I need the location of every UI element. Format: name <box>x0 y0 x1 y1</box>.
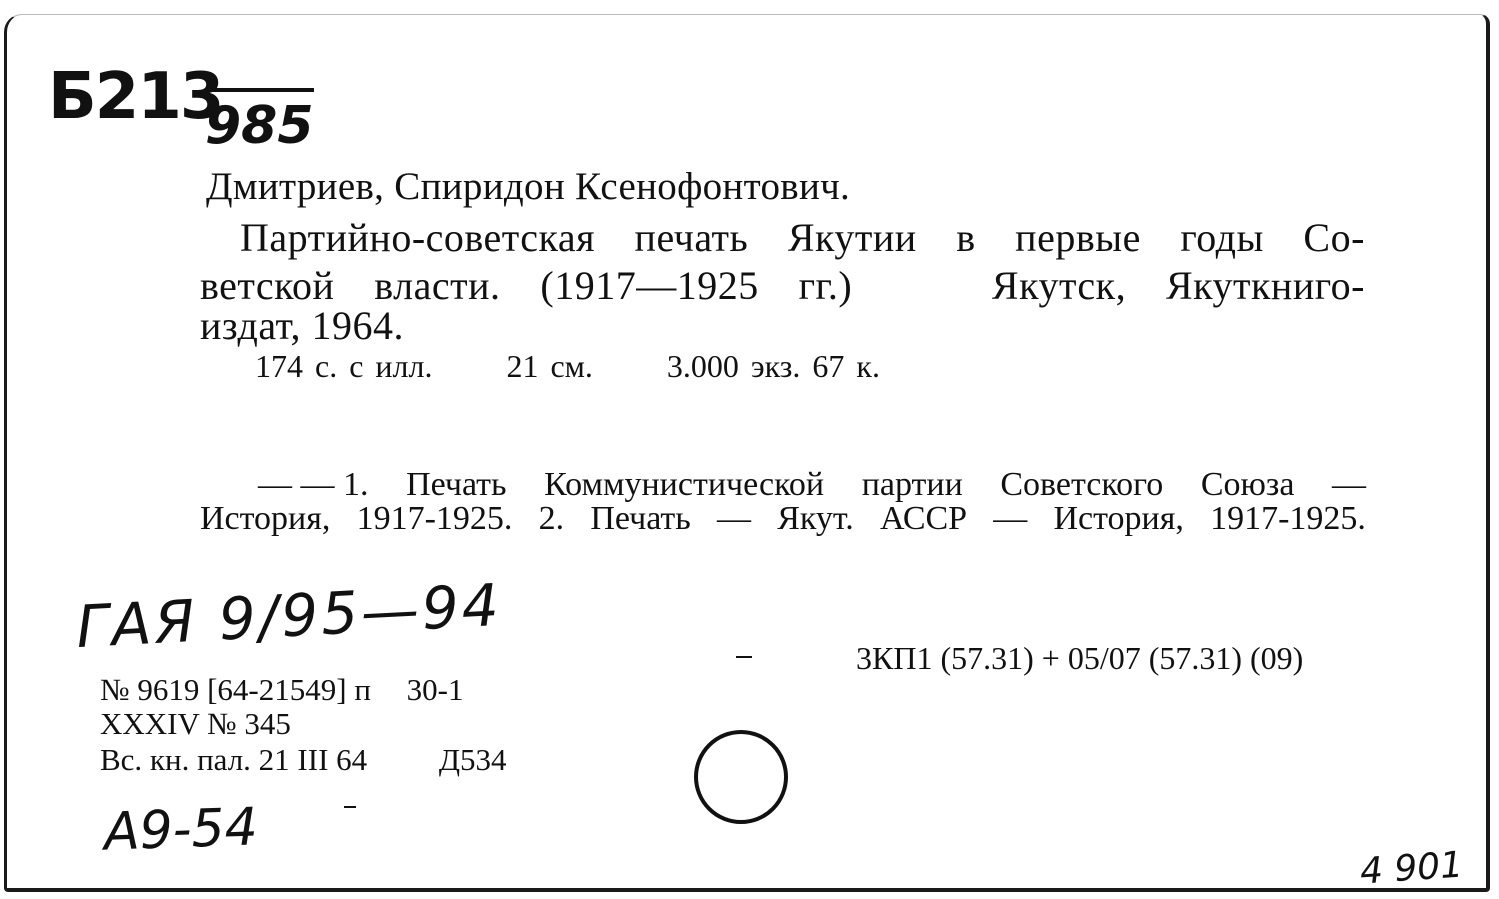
stamp-circle <box>694 730 788 824</box>
spacer <box>892 262 952 309</box>
registration-suffix: п <box>354 672 371 707</box>
title-word: ветской <box>200 263 335 308</box>
registration-code: [64-21549] <box>207 672 347 707</box>
collation-pages: 174 с. с илл. <box>255 348 433 384</box>
handwritten-bottom-code: А9-54 <box>102 797 259 863</box>
subject-word: 2. <box>538 500 565 537</box>
title-word: гг.) <box>798 263 853 308</box>
subject-word: Печать <box>590 500 691 537</box>
subject-word: АССР <box>879 500 968 537</box>
subjects-line-1 <box>258 466 1366 504</box>
handwritten-corner-number: 4 901 <box>1358 844 1465 893</box>
shelfmark-sub: 985 <box>205 88 314 156</box>
registration-line-3 <box>100 742 507 778</box>
title-line-1 <box>240 214 1365 261</box>
collation-size: 21 см. <box>506 348 593 384</box>
registration-line-1 <box>100 672 463 708</box>
subject-word: — — 1. <box>258 466 369 503</box>
subject-word: — <box>993 500 1028 537</box>
subject-word: — <box>1331 466 1366 503</box>
registration-number: № 9619 <box>100 672 200 707</box>
dash-mark <box>344 806 356 808</box>
title-line-3: издат, 1964. <box>200 303 405 348</box>
subject-word: История, <box>200 500 331 537</box>
collation-copies-price: 3.000 экз. 67 к. <box>666 348 880 384</box>
registration-source: Вс. кн. пал. 21 III 64 <box>100 742 368 777</box>
title-word: Якутск, <box>991 263 1127 308</box>
title-word: печать <box>634 215 749 260</box>
title-word: Якутии <box>787 215 917 260</box>
title-word: Партийно-советская <box>240 215 595 260</box>
registration-count: 30-1 <box>406 672 464 707</box>
subject-word: Советского <box>1000 466 1164 503</box>
subject-word: Якут. <box>777 500 854 537</box>
subject-word: Печать <box>406 466 507 503</box>
title-word: Якуткниго- <box>1165 263 1365 308</box>
title-word: (1917—1925 <box>540 263 759 308</box>
subject-word: — <box>717 500 752 537</box>
collation-line <box>255 348 942 385</box>
subject-word: 1917-1925. <box>1210 500 1366 537</box>
subject-word: партии <box>861 466 963 503</box>
title-word: Со- <box>1303 215 1365 260</box>
subject-word: Коммунистической <box>544 466 825 503</box>
shelfmark-main: Б213 <box>48 60 223 134</box>
registration-line-2: XXXIV № 345 <box>100 706 291 741</box>
subjects-line-2 <box>200 500 1366 538</box>
title-word: в <box>956 215 976 260</box>
title-word: власти. <box>374 263 501 308</box>
title-word: первые <box>1015 215 1141 260</box>
title-word: годы <box>1180 215 1264 260</box>
registration-code-2: Д534 <box>438 742 507 777</box>
subject-word: Союза <box>1200 466 1295 503</box>
subject-word: 1917-1925. <box>356 500 513 537</box>
handwritten-shelfmark: ГАЯ 9/95—94 <box>74 570 504 662</box>
dash-mark <box>736 656 752 658</box>
author-heading: Дмитриев, Спиридон Ксенофонтович. <box>206 165 851 208</box>
subject-word: История, <box>1053 500 1184 537</box>
udc-classification: 3КП1 (57.31) + 05/07 (57.31) (09) <box>856 640 1304 676</box>
